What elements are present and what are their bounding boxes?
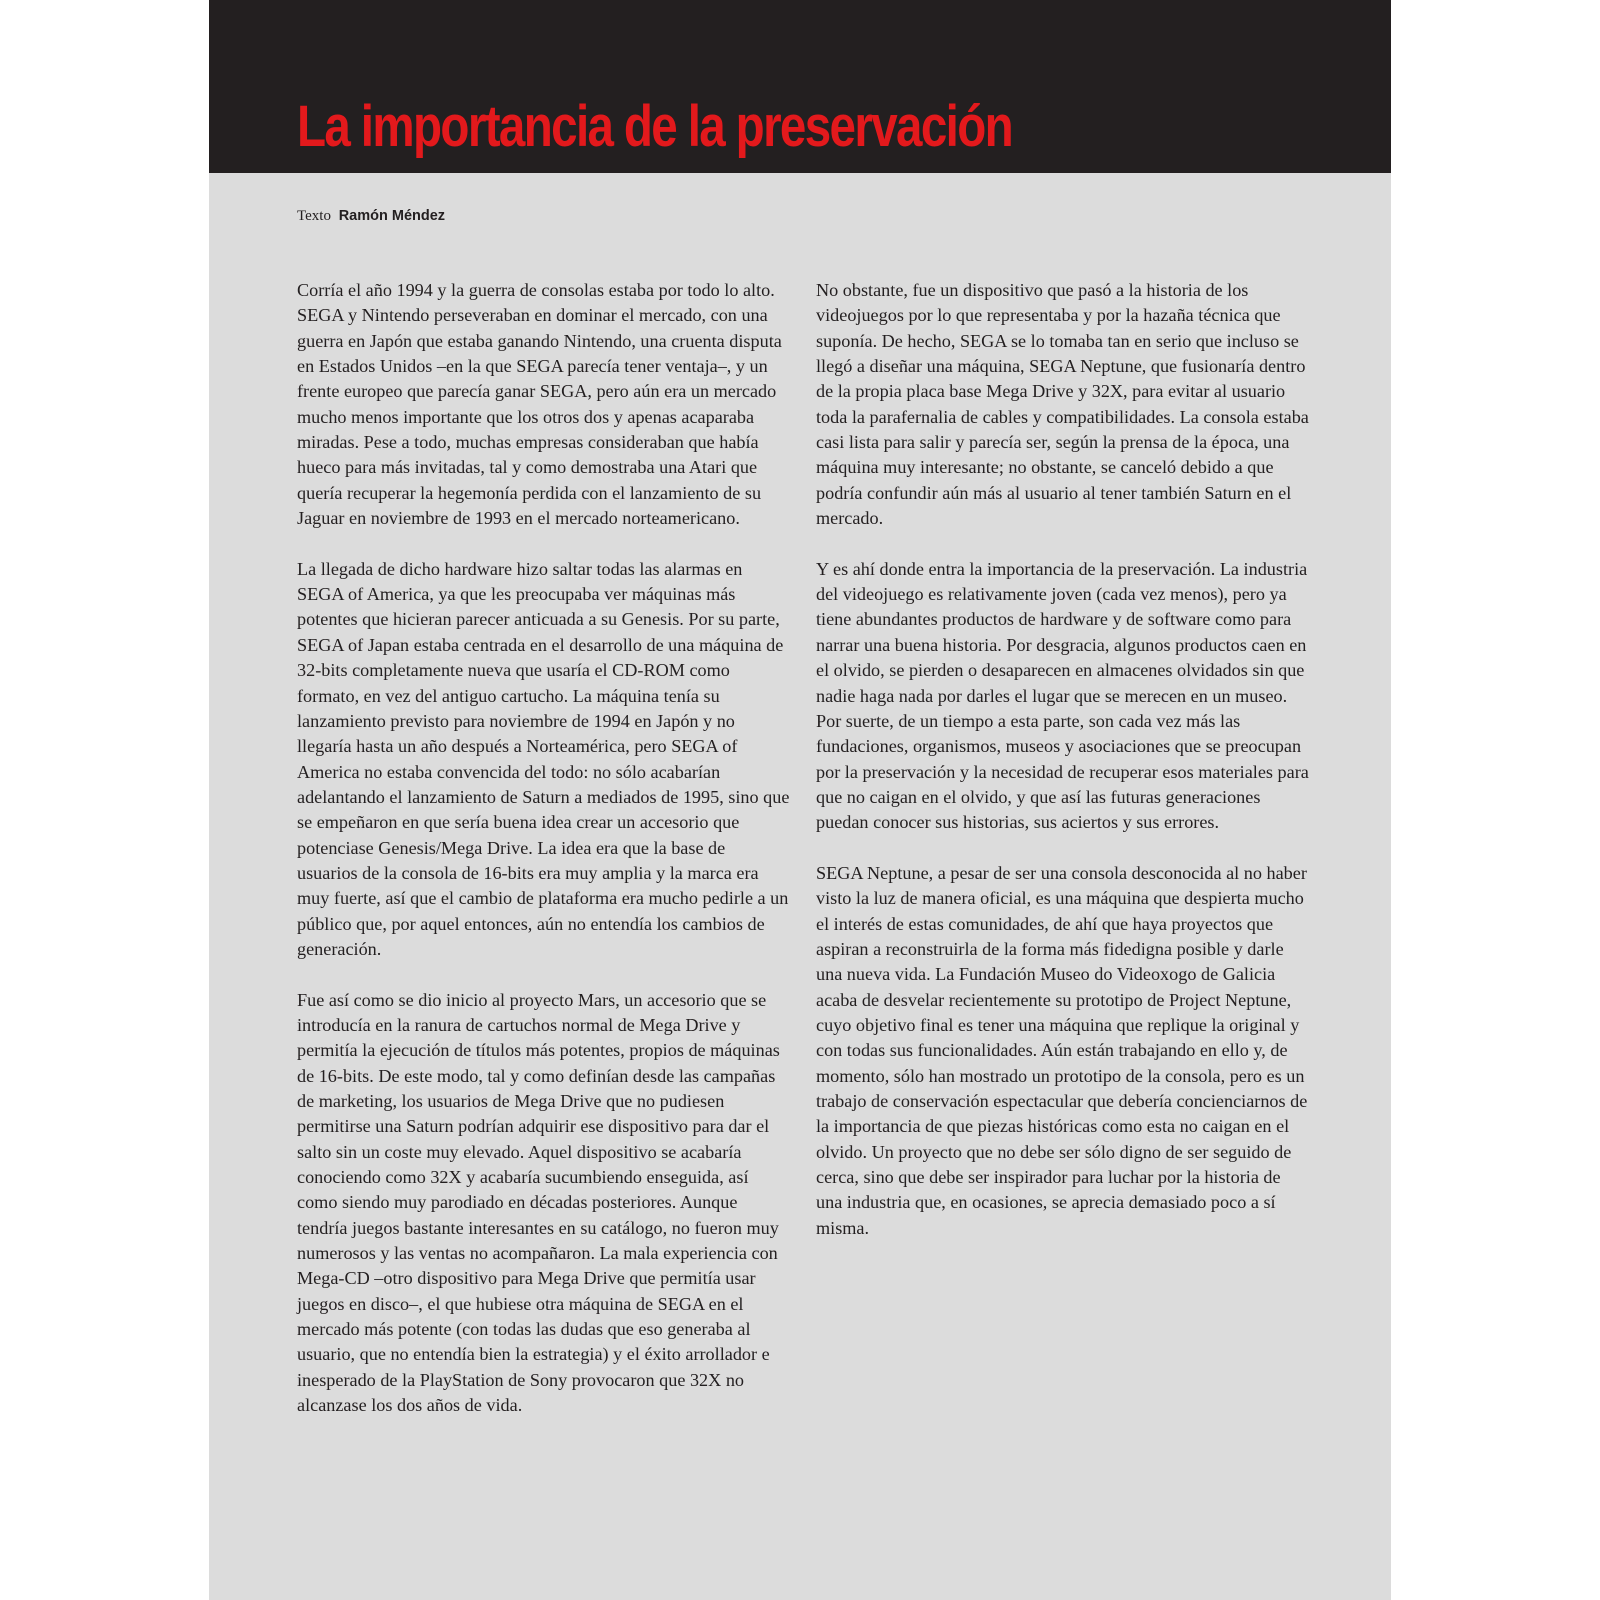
byline-author: Ramón Méndez (338, 208, 446, 224)
paragraph: SEGA Neptune, a pesar de ser una consola desconocida al no haber visto la luz de manera oficial, es una máquina que despierta mucho el interés de estas comunidades, de ahí que haya proyectos que aspiran a reconstruirla de la forma más fidedigna posible y darle una nueva vida. La Fundación Museo do Videoxogo de Galicia acaba de desvelar recientemente su prototipo de Project Neptune, cuyo objetivo final es tener una máquina que replique la original y con todas sus funcionalidades. Aún están trabajando en ello y, de momento, sólo han mostrado un prototipo de la consola, pero es un trabajo de conservación espectacular que debería concienciarnos de la importancia de que piezas históricas como esta no caigan en el olvido. Un proyecto que no debe ser sólo digno de ser seguido de cerca, sino que debe ser inspirador para luchar por la historia de una industria que, en ocasiones, se aprecia demasiado poco a sí misma. (816, 862, 1308, 1238)
article-title: La importancia de la preservación (297, 94, 1013, 159)
left-column (297, 278, 790, 1418)
paragraph: La llegada de dicho hardware hizo saltar todas las alarmas en SEGA of America, ya que les preocupaba ver máquinas más potentes que hicieran parecer anticuada a su Genesis. Por su parte, SEGA of Japan estaba centrada en el desarrollo de una máquina de 32-bits completamente nueva que usaría el CD-ROM como formato, en vez del antiguo cartucho. La máquina tenía su lanzamiento previsto para noviembre de 1994 en Japón y no llegaría hasta un año después a Norteamérica, pero SEGA of America no estaba convencida del todo: no sólo acabarían adelantando el lanzamiento de Saturn a mediados de 1995, sino que se empeñaron en que sería buena idea crear un accesorio que potenciase Genesis/Mega Drive. La idea era que la base de usuarios de la consola de 16-bits era muy amplia y la marca era muy fuerte, así que el cambio de plataforma era mucho pedirle a un público que, por aquel entonces, aún no entendía los cambios de generación. (297, 558, 790, 959)
paragraph: No obstante, fue un dispositivo que pasó a la historia de los videojuegos por lo que representaba y por la hazaña técnica que suponía. De hecho, SEGA se lo tomaba tan en serio que incluso se llegó a diseñar una máquina, SEGA Neptune, que fusionaría dentro de la propia placa base Mega Drive y 32X, para evitar al usuario toda la parafernalia de cables y compatibilidades. La consola estaba casi lista para salir y parecía ser, según la prensa de la época, una máquina muy interesante; no obstante, se canceló debido a que podría confundir aún más al usuario al tener también Saturn en el mercado. (816, 280, 1309, 529)
paragraph: Y es ahí donde entra la importancia de la preservación. La industria del videojuego es relativamente joven (cada vez menos), pero ya tiene abundantes productos de hardware y de software como para narrar una buena historia. Por desgracia, algunos productos caen en el olvido, se pierden o desaparecen en almacenes olvidados sin que nadie haga nada por darles el lugar que se merecen en un museo. Por suerte, de un tiempo a esta parte, son cada vez más las fundaciones, organismos, museos y asociaciones que se preocupan por la preservación y la necesidad de recuperar esos materiales para que no caigan en el olvido, y que así las futuras generaciones puedan conocer sus historias, sus aciertos y sus errores. (816, 558, 1309, 833)
byline (297, 208, 445, 225)
title-banner (209, 0, 1391, 173)
right-column (816, 278, 1309, 1241)
byline-label: Texto (297, 208, 331, 224)
paragraph: Fue así como se dio inicio al proyecto Mars, un accesorio que se introducía en la ranura de cartuchos normal de Mega Drive y permitía la ejecución de títulos más potentes, propios de máquinas de 16-bits. De este modo, tal y como definían desde las campañas de marketing, los usuarios de Mega Drive que no pudiesen permitirse una Saturn podrían adquirir ese dispositivo para dar el salto sin un coste muy elevado. Aquel dispositivo se acabaría conociendo como 32X y acabaría sucumbiendo enseguida, así como siendo muy parodiado en décadas posteriores. Aunque tendría juegos bastante interesantes en su catálogo, no fueron muy numerosos y las ventas no acompañaron. La mala experiencia con Mega-CD –otro dispositivo para Mega Drive que permitía usar juegos en disco–, el que hubiese otra máquina de SEGA en el mercado más potente (con todas las dudas que eso generaba al usuario, que no entendía bien la estrategia) y el éxito arrollador e inesperado de la PlayStation de Sony provocaron que 32X no alcanzase los dos años de vida. (297, 989, 780, 1416)
magazine-page (209, 0, 1391, 1600)
paragraph: Corría el año 1994 y la guerra de consolas estaba por todo lo alto. SEGA y Nintendo perseveraban en dominar el mercado, con una guerra en Japón que estaba ganando Nintendo, una cruenta disputa en Estados Unidos –en la que SEGA parecía tener ventaja–, y un frente europeo que parecía ganar SEGA, pero aún era un mercado mucho menos importante que los otros dos y apenas acaparaba miradas. Pese a todo, muchas empresas consideraban que había hueco para más invitadas, tal y como demostraba una Atari que quería recuperar la hegemonía perdida con el lanzamiento de su Jaguar en noviembre de 1993 en el mercado norteamericano. (297, 280, 782, 529)
